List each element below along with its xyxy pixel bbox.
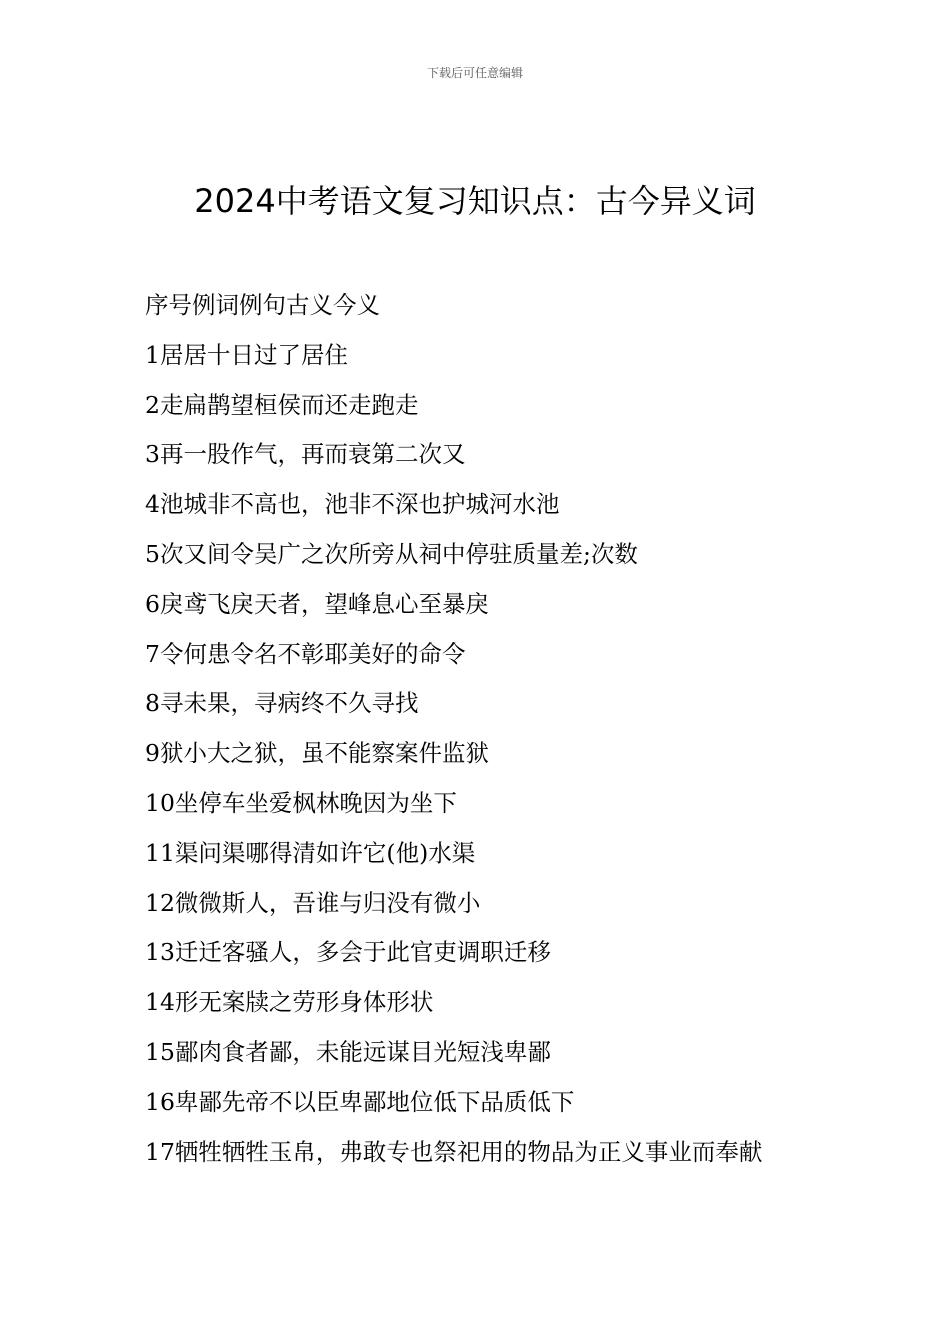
list-item: 13迁迁客骚人，多会于此官吏调职迁移 — [145, 938, 551, 967]
list-item: 17牺牲牺牲玉帛，弗敢专也祭祀用的物品为正义事业而奉献 — [145, 1137, 763, 1166]
list-item: 11渠问渠哪得清如许它(他)水渠 — [145, 838, 476, 867]
list-item: 2走扁鹊望桓侯而还走跑走 — [145, 390, 419, 419]
list-item: 5次又间令吴广之次所旁从祠中停驻质量差;次数 — [145, 539, 638, 568]
table-header-line: 序号例词例句古义今义 — [145, 291, 380, 319]
document-body — [145, 281, 815, 1177]
list-item: 14形无案牍之劳形身体形状 — [145, 988, 434, 1017]
list-item: 1居居十日过了居住 — [145, 340, 348, 369]
list-item: 4池城非不高也，池非不深也护城河水池 — [145, 490, 560, 519]
list-item: 6戾鸢飞戾天者，望峰息心至暴戾 — [145, 589, 489, 618]
list-item: 10坐停车坐爱枫林晚因为坐下 — [145, 788, 457, 817]
list-item: 15鄙肉食者鄙，未能远谋目光短浅卑鄙 — [145, 1037, 551, 1066]
list-item: 8寻未果，寻病终不久寻找 — [145, 689, 419, 718]
header-note: 下载后可任意编辑 — [426, 66, 523, 80]
page-title: 2024中考语文复习知识点：古今异义词 — [194, 182, 756, 220]
list-item: 12微微斯人，吾谁与归没有微小 — [145, 888, 481, 917]
list-item: 3再一股作气，再而衰第二次又 — [145, 440, 466, 469]
list-item: 7令何患令名不彰耶美好的命令 — [145, 639, 466, 668]
list-item: 9狱小大之狱，虽不能察案件监狱 — [145, 739, 489, 768]
list-item: 16卑鄙先帝不以臣卑鄙地位低下品质低下 — [145, 1087, 575, 1116]
